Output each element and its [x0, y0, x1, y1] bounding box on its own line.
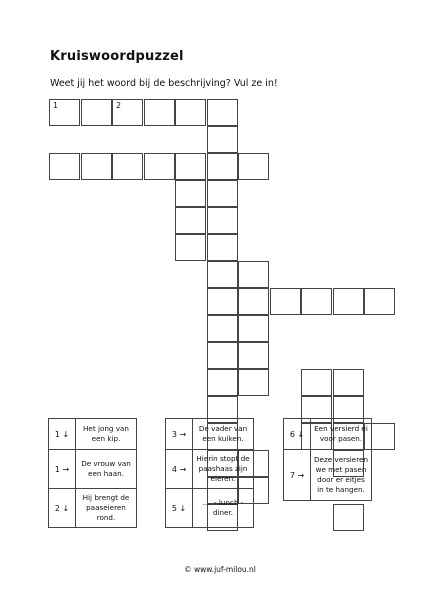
- clue-row: [284, 450, 372, 501]
- grid-cell[interactable]: [301, 369, 332, 396]
- clue-text: Deze versieren we met pasen door er eitjes in te hangen.: [311, 450, 372, 501]
- grid-cell[interactable]: [333, 504, 364, 531]
- grid-cell[interactable]: [112, 99, 143, 126]
- clue-row: [49, 489, 137, 528]
- clue-number-label: 1: [53, 101, 59, 110]
- clue-number: 1 →: [49, 450, 76, 489]
- clue-row: [166, 419, 254, 450]
- clue-row: [49, 450, 137, 489]
- clue-table-2: [165, 418, 254, 528]
- grid-cell[interactable]: [175, 180, 206, 207]
- grid-cell[interactable]: [238, 288, 269, 315]
- clue-number: 5 ↓: [166, 489, 193, 528]
- clue-number: 2 ↓: [49, 489, 76, 528]
- grid-cell[interactable]: [333, 288, 364, 315]
- grid-cell[interactable]: [238, 342, 269, 369]
- grid-cell[interactable]: [238, 153, 269, 180]
- grid-cell[interactable]: [333, 369, 364, 396]
- clue-text: De vrouw van een haan.: [76, 450, 137, 489]
- puzzle-title: Kruiswoordpuzzel: [50, 49, 184, 64]
- grid-cell[interactable]: [207, 234, 238, 261]
- grid-cell[interactable]: [207, 261, 238, 288]
- clue-row: [166, 450, 254, 489]
- grid-cell[interactable]: [207, 369, 238, 396]
- clue-number: 3 →: [166, 419, 193, 450]
- clue-row: [166, 489, 254, 528]
- clue-row: [49, 419, 137, 450]
- grid-cell[interactable]: [175, 207, 206, 234]
- grid-cell[interactable]: [207, 126, 238, 153]
- grid-cell[interactable]: [238, 315, 269, 342]
- grid-cell[interactable]: [207, 153, 238, 180]
- grid-cell[interactable]: [207, 99, 238, 126]
- grid-cell[interactable]: [364, 288, 395, 315]
- grid-cell[interactable]: [301, 288, 332, 315]
- copyright-footer: © www.juf-milou.nl: [184, 565, 256, 574]
- grid-cell[interactable]: [49, 153, 80, 180]
- clue-text: .... - lunch - diner.: [193, 489, 254, 528]
- clue-table-3: [283, 418, 372, 501]
- grid-cell[interactable]: [81, 153, 112, 180]
- grid-cell[interactable]: [270, 288, 301, 315]
- grid-cell[interactable]: [207, 315, 238, 342]
- grid-cell[interactable]: [207, 180, 238, 207]
- clue-text: Hij brengt de paaseieren rond.: [76, 489, 137, 528]
- clue-table-1: [48, 418, 137, 528]
- clue-text: Een versierd ei voor pasen.: [311, 419, 372, 450]
- grid-cell[interactable]: [207, 288, 238, 315]
- grid-cell[interactable]: [81, 99, 112, 126]
- puzzle-instructions: Weet jij het woord bij de beschrijving? Vul ze in!: [50, 78, 278, 89]
- grid-cell[interactable]: [207, 207, 238, 234]
- grid-cell[interactable]: [112, 153, 143, 180]
- clue-number-label: 2: [116, 101, 122, 110]
- clue-number: 4 →: [166, 450, 193, 489]
- grid-cell[interactable]: [144, 99, 175, 126]
- clue-text: Het jong van een kip.: [76, 419, 137, 450]
- grid-cell[interactable]: [175, 153, 206, 180]
- clue-number: 1 ↓: [49, 419, 76, 450]
- grid-cell[interactable]: [49, 99, 80, 126]
- clue-text: Hierin stopt de paashaas zijn eieren.: [193, 450, 254, 489]
- clue-row: [284, 419, 372, 450]
- clue-number: 6 ↓: [284, 419, 311, 450]
- grid-cell[interactable]: [238, 261, 269, 288]
- grid-cell[interactable]: [144, 153, 175, 180]
- grid-cell[interactable]: [175, 234, 206, 261]
- grid-cell[interactable]: [175, 99, 206, 126]
- grid-cell[interactable]: [207, 342, 238, 369]
- grid-cell[interactable]: [238, 369, 269, 396]
- clue-text: De vader van een kuiken.: [193, 419, 254, 450]
- clue-number: 7 →: [284, 450, 311, 501]
